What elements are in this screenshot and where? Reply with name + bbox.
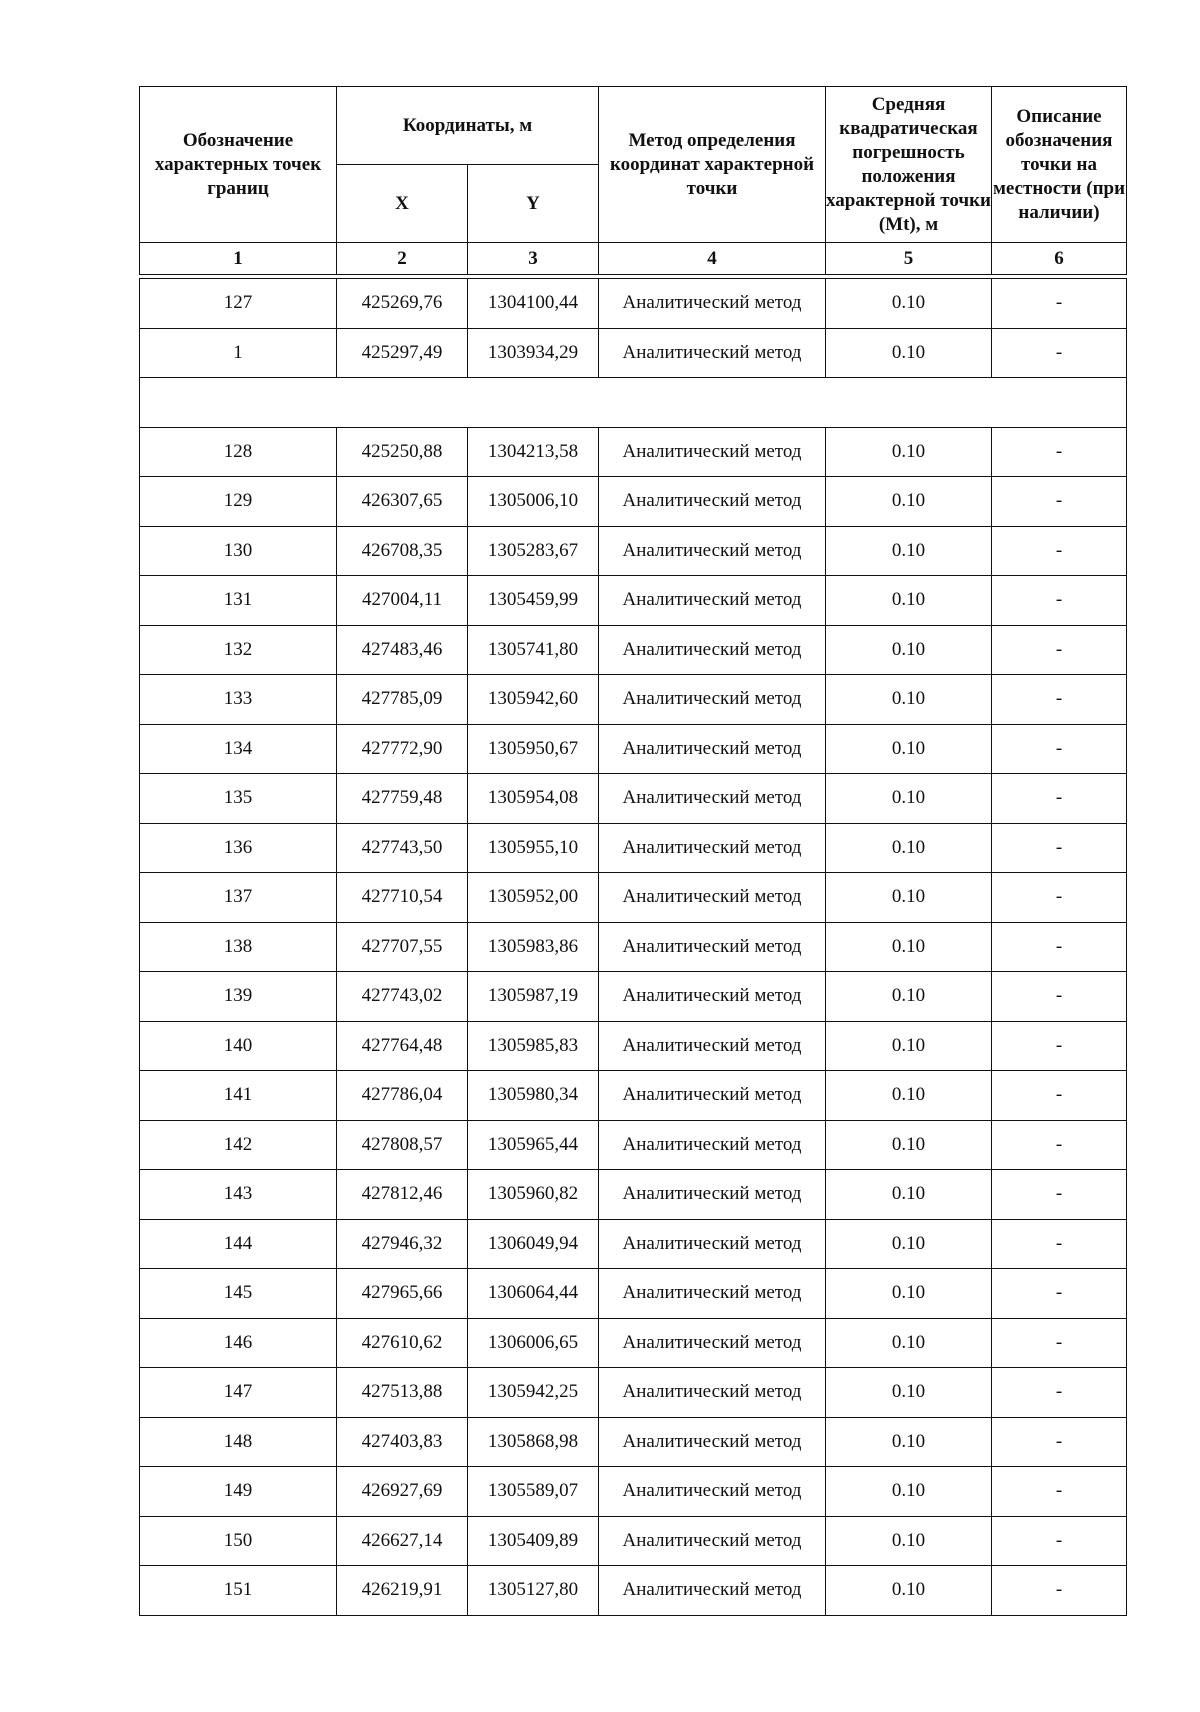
table-row [140, 823, 1127, 873]
method-cell: Аналитический метод [599, 328, 826, 378]
error-cell: 0.10 [826, 427, 992, 477]
header-num-5: 5 [826, 243, 992, 275]
y-coordinate-cell: 1305283,67 [468, 526, 599, 576]
x-coordinate-cell: 427808,57 [337, 1120, 468, 1170]
method-cell: Аналитический метод [599, 477, 826, 527]
y-coordinate-cell: 1305955,10 [468, 823, 599, 873]
x-coordinate-cell: 427772,90 [337, 724, 468, 774]
point-id-cell: 131 [140, 576, 337, 626]
error-cell: 0.10 [826, 1516, 992, 1566]
header-coordinates: Координаты, м [337, 87, 599, 165]
error-cell: 0.10 [826, 576, 992, 626]
y-coordinate-cell: 1305985,83 [468, 1021, 599, 1071]
x-coordinate-cell: 427743,50 [337, 823, 468, 873]
point-id-cell: 142 [140, 1120, 337, 1170]
header-y: Y [468, 165, 599, 243]
table-row [140, 1219, 1127, 1269]
table-row [140, 279, 1127, 329]
error-cell: 0.10 [826, 1417, 992, 1467]
point-id-cell: 136 [140, 823, 337, 873]
table-row [140, 1318, 1127, 1368]
x-coordinate-cell: 426927,69 [337, 1467, 468, 1517]
header-x: X [337, 165, 468, 243]
header-table [139, 86, 1127, 275]
y-coordinate-cell: 1304213,58 [468, 427, 599, 477]
x-coordinate-cell: 427707,55 [337, 922, 468, 972]
coordinates-table [139, 278, 1127, 1616]
y-coordinate-cell: 1305589,07 [468, 1467, 599, 1517]
description-cell: - [992, 328, 1127, 378]
description-cell: - [992, 774, 1127, 824]
error-cell: 0.10 [826, 873, 992, 923]
y-coordinate-cell: 1305980,34 [468, 1071, 599, 1121]
x-coordinate-cell: 427786,04 [337, 1071, 468, 1121]
y-coordinate-cell: 1305942,60 [468, 675, 599, 725]
error-cell: 0.10 [826, 1368, 992, 1418]
error-cell: 0.10 [826, 724, 992, 774]
description-cell: - [992, 427, 1127, 477]
method-cell: Аналитический метод [599, 1071, 826, 1121]
x-coordinate-cell: 427403,83 [337, 1417, 468, 1467]
table-row [140, 1120, 1127, 1170]
description-cell: - [992, 675, 1127, 725]
description-cell: - [992, 873, 1127, 923]
header-description: Описание обозначения точки на местности (при наличии) [992, 87, 1127, 243]
table-row [140, 1566, 1127, 1616]
method-cell: Аналитический метод [599, 1120, 826, 1170]
error-cell: 0.10 [826, 972, 992, 1022]
point-id-cell: 141 [140, 1071, 337, 1121]
method-cell: Аналитический метод [599, 427, 826, 477]
y-coordinate-cell: 1305459,99 [468, 576, 599, 626]
table-row [140, 477, 1127, 527]
method-cell: Аналитический метод [599, 675, 826, 725]
x-coordinate-cell: 427764,48 [337, 1021, 468, 1071]
point-id-cell: 138 [140, 922, 337, 972]
description-cell: - [992, 922, 1127, 972]
y-coordinate-cell: 1305987,19 [468, 972, 599, 1022]
y-coordinate-cell: 1305409,89 [468, 1516, 599, 1566]
table-row [140, 1417, 1127, 1467]
point-id-cell: 150 [140, 1516, 337, 1566]
y-coordinate-cell: 1305983,86 [468, 922, 599, 972]
error-cell: 0.10 [826, 328, 992, 378]
description-cell: - [992, 1368, 1127, 1418]
method-cell: Аналитический метод [599, 774, 826, 824]
header-error: Средняя квадратическая погрешность положения характерной точки (Mt), м [826, 87, 992, 243]
error-cell: 0.10 [826, 1120, 992, 1170]
x-coordinate-cell: 427004,11 [337, 576, 468, 626]
description-cell: - [992, 1516, 1127, 1566]
point-id-cell: 137 [140, 873, 337, 923]
description-cell: - [992, 625, 1127, 675]
error-cell: 0.10 [826, 477, 992, 527]
description-cell: - [992, 477, 1127, 527]
point-id-cell: 1 [140, 328, 337, 378]
description-cell: - [992, 1120, 1127, 1170]
method-cell: Аналитический метод [599, 1318, 826, 1368]
y-coordinate-cell: 1305952,00 [468, 873, 599, 923]
point-id-cell: 132 [140, 625, 337, 675]
error-cell: 0.10 [826, 279, 992, 329]
table-row [140, 526, 1127, 576]
error-cell: 0.10 [826, 1566, 992, 1616]
point-id-cell: 151 [140, 1566, 337, 1616]
error-cell: 0.10 [826, 1318, 992, 1368]
y-coordinate-cell: 1306049,94 [468, 1219, 599, 1269]
description-cell: - [992, 823, 1127, 873]
method-cell: Аналитический метод [599, 823, 826, 873]
method-cell: Аналитический метод [599, 625, 826, 675]
method-cell: Аналитический метод [599, 576, 826, 626]
point-id-cell: 144 [140, 1219, 337, 1269]
y-coordinate-cell: 1305006,10 [468, 477, 599, 527]
table-body [140, 279, 1127, 1616]
method-cell: Аналитический метод [599, 873, 826, 923]
error-cell: 0.10 [826, 1021, 992, 1071]
error-cell: 0.10 [826, 675, 992, 725]
method-cell: Аналитический метод [599, 526, 826, 576]
error-cell: 0.10 [826, 1071, 992, 1121]
table-row [140, 1269, 1127, 1319]
description-cell: - [992, 1071, 1127, 1121]
method-cell: Аналитический метод [599, 1170, 826, 1220]
description-cell: - [992, 1467, 1127, 1517]
table-row-separator [140, 378, 1127, 428]
table-row [140, 427, 1127, 477]
y-coordinate-cell: 1305868,98 [468, 1417, 599, 1467]
point-id-cell: 143 [140, 1170, 337, 1220]
description-cell: - [992, 972, 1127, 1022]
point-id-cell: 139 [140, 972, 337, 1022]
x-coordinate-cell: 426627,14 [337, 1516, 468, 1566]
x-coordinate-cell: 426307,65 [337, 477, 468, 527]
table-row [140, 873, 1127, 923]
x-coordinate-cell: 426708,35 [337, 526, 468, 576]
header-num-2: 2 [337, 243, 468, 275]
description-cell: - [992, 576, 1127, 626]
y-coordinate-cell: 1306064,44 [468, 1269, 599, 1319]
header-num-6: 6 [992, 243, 1127, 275]
y-coordinate-cell: 1305965,44 [468, 1120, 599, 1170]
x-coordinate-cell: 427513,88 [337, 1368, 468, 1418]
y-coordinate-cell: 1305127,80 [468, 1566, 599, 1616]
x-coordinate-cell: 427743,02 [337, 972, 468, 1022]
y-coordinate-cell: 1306006,65 [468, 1318, 599, 1368]
description-cell: - [992, 279, 1127, 329]
method-cell: Аналитический метод [599, 1021, 826, 1071]
point-id-cell: 128 [140, 427, 337, 477]
error-cell: 0.10 [826, 625, 992, 675]
x-coordinate-cell: 425297,49 [337, 328, 468, 378]
error-cell: 0.10 [826, 526, 992, 576]
description-cell: - [992, 1219, 1127, 1269]
table-row [140, 774, 1127, 824]
table-row [140, 972, 1127, 1022]
method-cell: Аналитический метод [599, 1368, 826, 1418]
point-id-cell: 133 [140, 675, 337, 725]
y-coordinate-cell: 1305942,25 [468, 1368, 599, 1418]
x-coordinate-cell: 427946,32 [337, 1219, 468, 1269]
point-id-cell: 140 [140, 1021, 337, 1071]
method-cell: Аналитический метод [599, 922, 826, 972]
x-coordinate-cell: 427483,46 [337, 625, 468, 675]
separator-cell [140, 378, 1127, 428]
table-row [140, 1516, 1127, 1566]
description-cell: - [992, 1417, 1127, 1467]
error-cell: 0.10 [826, 1269, 992, 1319]
table-row [140, 1170, 1127, 1220]
method-cell: Аналитический метод [599, 1219, 826, 1269]
x-coordinate-cell: 426219,91 [337, 1566, 468, 1616]
header-num-1: 1 [140, 243, 337, 275]
table-row [140, 675, 1127, 725]
y-coordinate-cell: 1305741,80 [468, 625, 599, 675]
method-cell: Аналитический метод [599, 1417, 826, 1467]
description-cell: - [992, 526, 1127, 576]
table-row [140, 1071, 1127, 1121]
method-cell: Аналитический метод [599, 1516, 826, 1566]
point-id-cell: 127 [140, 279, 337, 329]
table-row [140, 1021, 1127, 1071]
description-cell: - [992, 1021, 1127, 1071]
point-id-cell: 145 [140, 1269, 337, 1319]
header-method: Метод определения координат характерной точки [599, 87, 826, 243]
method-cell: Аналитический метод [599, 279, 826, 329]
description-cell: - [992, 724, 1127, 774]
table-row [140, 576, 1127, 626]
x-coordinate-cell: 427710,54 [337, 873, 468, 923]
method-cell: Аналитический метод [599, 1467, 826, 1517]
table-row [140, 724, 1127, 774]
x-coordinate-cell: 427610,62 [337, 1318, 468, 1368]
point-id-cell: 134 [140, 724, 337, 774]
header-num-4: 4 [599, 243, 826, 275]
method-cell: Аналитический метод [599, 724, 826, 774]
table-row [140, 922, 1127, 972]
description-cell: - [992, 1269, 1127, 1319]
error-cell: 0.10 [826, 823, 992, 873]
point-id-cell: 149 [140, 1467, 337, 1517]
point-id-cell: 147 [140, 1368, 337, 1418]
y-coordinate-cell: 1305954,08 [468, 774, 599, 824]
x-coordinate-cell: 425250,88 [337, 427, 468, 477]
method-cell: Аналитический метод [599, 1566, 826, 1616]
error-cell: 0.10 [826, 1170, 992, 1220]
point-id-cell: 146 [140, 1318, 337, 1368]
error-cell: 0.10 [826, 922, 992, 972]
x-coordinate-cell: 427965,66 [337, 1269, 468, 1319]
y-coordinate-cell: 1305950,67 [468, 724, 599, 774]
description-cell: - [992, 1566, 1127, 1616]
method-cell: Аналитический метод [599, 972, 826, 1022]
point-id-cell: 129 [140, 477, 337, 527]
error-cell: 0.10 [826, 1467, 992, 1517]
description-cell: - [992, 1318, 1127, 1368]
error-cell: 0.10 [826, 1219, 992, 1269]
table-row [140, 625, 1127, 675]
table-row [140, 1368, 1127, 1418]
point-id-cell: 130 [140, 526, 337, 576]
point-id-cell: 135 [140, 774, 337, 824]
table-row [140, 1467, 1127, 1517]
point-id-cell: 148 [140, 1417, 337, 1467]
y-coordinate-cell: 1304100,44 [468, 279, 599, 329]
y-coordinate-cell: 1303934,29 [468, 328, 599, 378]
error-cell: 0.10 [826, 774, 992, 824]
x-coordinate-cell: 427785,09 [337, 675, 468, 725]
header-num-3: 3 [468, 243, 599, 275]
x-coordinate-cell: 425269,76 [337, 279, 468, 329]
x-coordinate-cell: 427812,46 [337, 1170, 468, 1220]
method-cell: Аналитический метод [599, 1269, 826, 1319]
description-cell: - [992, 1170, 1127, 1220]
table-row [140, 328, 1127, 378]
header-point-designation: Обозначение характерных точек границ [140, 87, 337, 243]
x-coordinate-cell: 427759,48 [337, 774, 468, 824]
y-coordinate-cell: 1305960,82 [468, 1170, 599, 1220]
